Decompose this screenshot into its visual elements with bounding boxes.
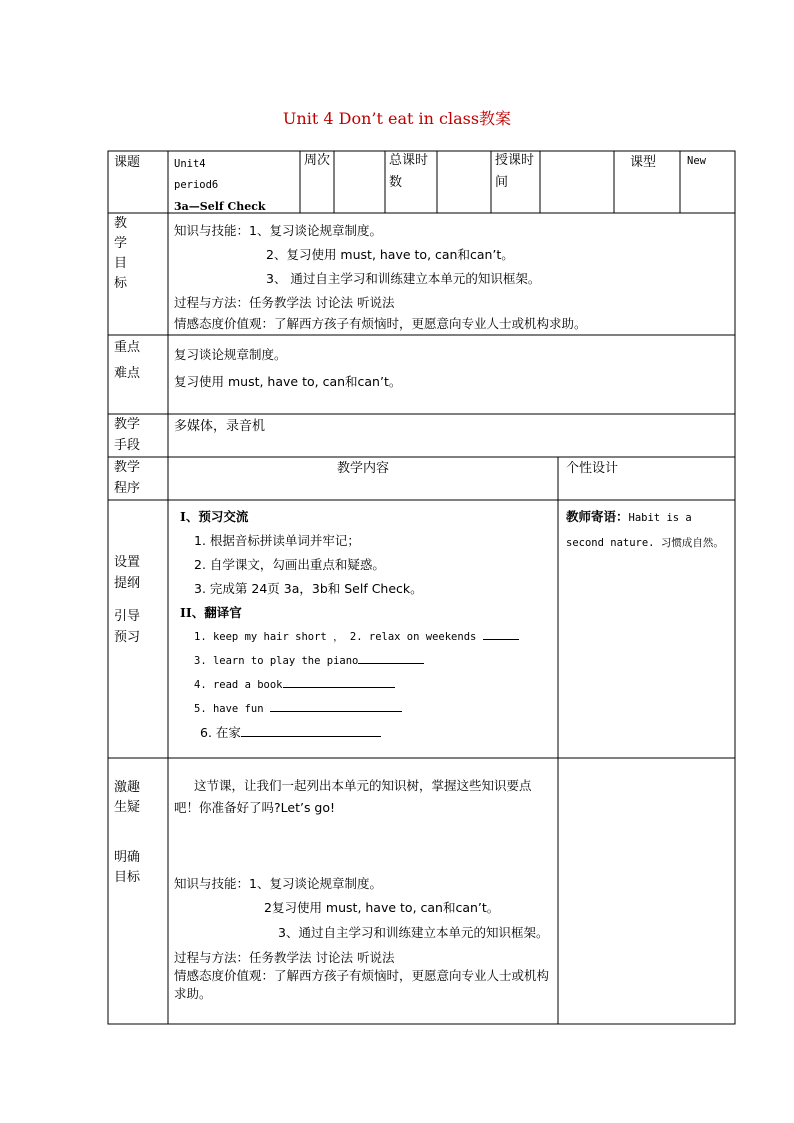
kexing-value: New: [687, 155, 706, 167]
label-zhongdian: 重点: [114, 340, 141, 355]
translate-item-5: 5. have fun: [194, 703, 264, 715]
keypoints-line1: 复习谈论规章制度。: [174, 347, 287, 362]
label-means: 教学手段: [114, 417, 141, 453]
preview-item-3: 3. 完成第 24页 3a，3b和 Self Check。: [194, 581, 423, 596]
label-guide: 引导预习: [114, 609, 141, 645]
design-header: 个性设计: [566, 461, 619, 476]
motivate-line2: 2复习使用 must, have to, can和can’t。: [264, 900, 500, 915]
translate-row-3: [180, 673, 558, 697]
blank-line: [483, 629, 519, 640]
goals-line4: 过程与方法：任务教学法 讨论法 听说法: [174, 295, 395, 310]
blank-line: [283, 677, 395, 688]
preview-item-1: 1. 根据音标拼读单词并牢记；: [194, 533, 360, 548]
label-clarify: 明确目标: [114, 850, 141, 885]
translate-row-4: [180, 697, 558, 721]
goals-line5: 情感态度价值观：了解西方孩子有烦恼时，更愿意向专业人士或机构求助。: [174, 316, 587, 331]
translate-item-6: 6. 在家: [200, 725, 241, 740]
teacher-message-label: 教师寄语：: [566, 509, 629, 524]
translate-item-4: 4. read a book: [194, 679, 283, 691]
motivate-line1: 知识与技能：1、复习谈论规章制度。: [174, 876, 382, 891]
label-zongkeshi: 总课时数: [389, 153, 429, 190]
label-procedure: 教学程序: [114, 460, 141, 496]
blank-line: [270, 701, 402, 712]
blank-line: [241, 726, 381, 737]
blank-line: [358, 653, 424, 664]
motivate-line4: 过程与方法：任务教学法 讨论法 听说法: [174, 950, 395, 965]
preview-item-2: 2. 自学课文，勾画出重点和疑惑。: [194, 557, 385, 572]
translate-row-5: [180, 721, 558, 745]
document-title: Unit 4 Don’t eat in class教案: [282, 109, 512, 128]
means-value: 多媒体，录音机: [174, 419, 266, 434]
section-translate: II、翻译官: [180, 605, 242, 620]
goals-line3: 3、 通过自主学习和训练建立本单元的知识框架。: [266, 271, 541, 286]
label-zhouci: 周次: [304, 153, 331, 168]
keti-line3: 3a—Self Check: [174, 200, 266, 213]
label-shoukeshijian: 授课时间: [495, 153, 535, 190]
motivate-line5: 情感态度价值观：了解西方孩子有烦恼时，更愿意向专业人士或机构求助。: [174, 968, 550, 1001]
label-outline: 设置提纲: [114, 555, 141, 591]
label-goals: 教学目标: [114, 216, 128, 291]
teacher-message-text: Habit is a second nature. 习惯成自然。: [566, 512, 724, 549]
motivate-line3: 3、通过自主学习和训练建立本单元的知识框架。: [278, 925, 549, 940]
section-preview: I、预习交流: [180, 509, 249, 524]
goals-line2: 2、复习使用 must, have to, can和can’t。: [266, 247, 514, 262]
translate-row-1: [180, 625, 558, 649]
translate-item-3: 3. learn to play the piano: [194, 655, 359, 667]
goals-line1: 知识与技能：1、复习谈论规章制度。: [174, 223, 382, 238]
keti-line2: period6: [174, 179, 219, 191]
translate-item-1: 1. keep my hair short ，: [194, 631, 344, 643]
keti-line1: Unit4: [174, 158, 206, 170]
keypoints-line2: 复习使用 must, have to, can和can’t。: [174, 374, 402, 389]
content-header: 教学内容: [336, 461, 389, 476]
label-nandian: 难点: [114, 366, 141, 381]
motivate-intro: 这节课，让我们一起列出本单元的知识树，掌握这些知识要点吧！你准备好了吗?Let’s go!: [174, 778, 532, 815]
translate-row-2: [180, 649, 558, 673]
translate-item-2: 2. relax on weekends: [349, 631, 477, 643]
label-keti: 课题: [114, 155, 141, 170]
label-motivate: 激趣生疑: [114, 780, 141, 815]
label-kexing: 课型: [630, 155, 657, 170]
